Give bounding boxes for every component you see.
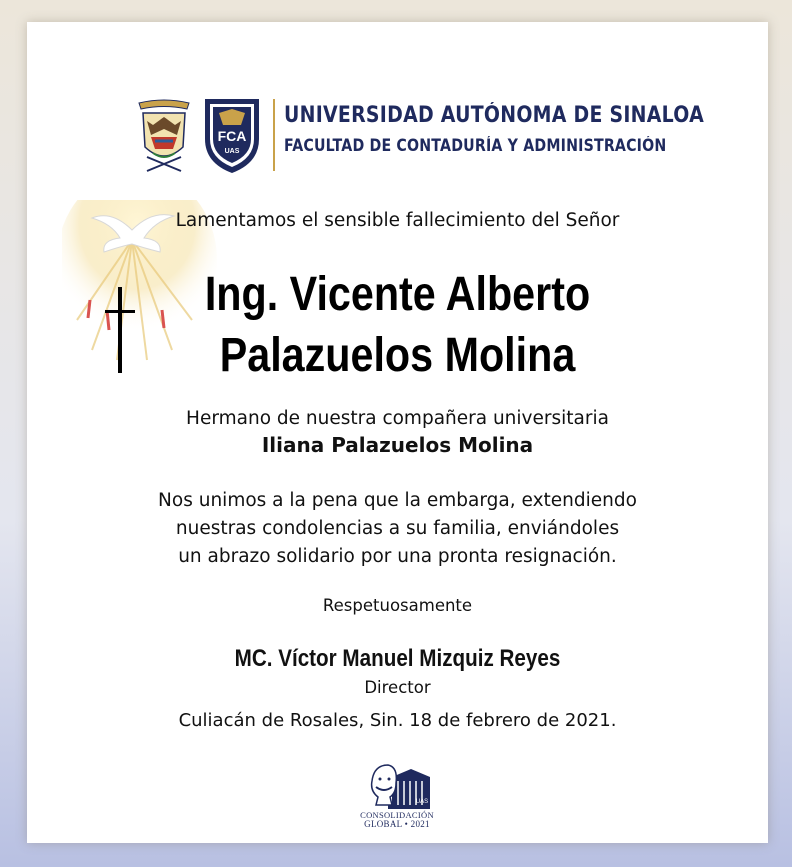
header-divider	[273, 99, 275, 171]
fca-seal-icon	[201, 95, 263, 175]
deceased-name-line1: Ing. Vicente Alberto	[204, 268, 591, 321]
institution-header	[133, 95, 705, 175]
condolence-card	[27, 22, 768, 843]
university-name: UNIVERSIDAD AUTÓNOMA DE SINALOA	[284, 103, 705, 128]
message-line: Nos unimos a la pena que la embarga, extendiendo	[158, 490, 637, 511]
closing-text: Respetuosamente	[322, 596, 473, 615]
signer-role: Director	[364, 678, 431, 697]
intro-text: Lamentamos el sensible fallecimiento del Señor	[175, 210, 620, 231]
relative-name: Iliana Palazuelos Molina	[261, 433, 534, 457]
signer-name: MC. Víctor Manuel Mizquiz Reyes	[234, 645, 561, 672]
uas-seal-icon	[133, 95, 195, 175]
svg-text:UAS: UAS	[415, 799, 429, 805]
relation-text: Hermano de nuestra compañera universitaria	[186, 408, 609, 429]
faculty-name: FACULTAD DE CONTADURÍA Y ADMINISTRACIÓN	[284, 136, 667, 155]
place-date: Culiacán de Rosales, Sin. 18 de febrero de 2021.	[178, 710, 617, 731]
condolence-message	[27, 487, 768, 571]
svg-text:FCA: FCA	[217, 128, 247, 144]
deceased-name-line2: Palazuelos Molina	[219, 329, 576, 382]
message-line: un abrazo solidario por una pronta resignación.	[178, 546, 617, 567]
message-line: nuestras condolencias a su familia, enviándoles	[175, 518, 620, 539]
footer-line1: CONSOLIDACIÓN	[360, 810, 434, 820]
footer-line2: GLOBAL • 2021	[364, 819, 430, 829]
svg-text:UAS: UAS	[224, 148, 240, 155]
